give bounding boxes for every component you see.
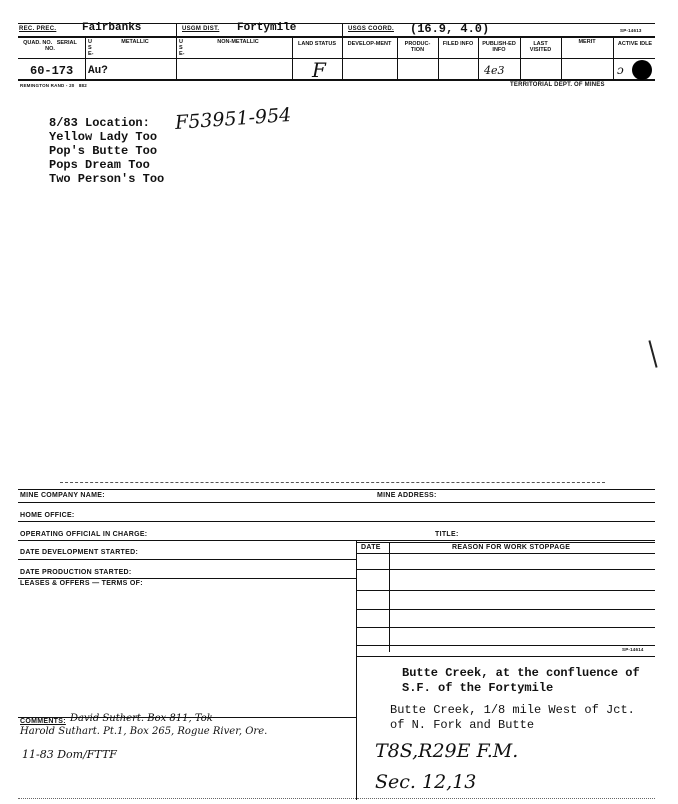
use-letters-metallic: U S E- (88, 39, 94, 57)
usgs-coord-label: USGS COORD. (348, 26, 394, 32)
quad-serial-header: QUAD. NO. SERIAL NO. (23, 40, 77, 52)
department-label: TERRITORIAL DEPT. OF MINES (510, 82, 605, 88)
location-desc-secondary: Butte Creek, 1/8 mile West of Jct. of N. Fork and Butte (390, 703, 635, 732)
claim-line: Pop's Butte Too (49, 144, 158, 158)
metallic-value: Au? (88, 65, 108, 77)
mine-address-label: MINE ADDRESS: (377, 492, 437, 499)
quad-serial-value: 60-173 (30, 64, 74, 78)
form-code-2: SP-14614 (622, 647, 644, 652)
usgs-dist-value: Fortymile (237, 22, 297, 34)
development-header: DEVELOP-MENT (347, 41, 392, 47)
merit-header: MERIT (578, 39, 596, 45)
claim-line: Pops Dream Too (49, 158, 150, 172)
leases-label: LEASES & OFFERS — TERMS OF: (20, 580, 143, 587)
mine-company-label: MINE COMPANY NAME: (20, 492, 105, 499)
metallic-header: METALLIC (121, 39, 149, 45)
usgs-dist-label: USGM DIST. (182, 26, 220, 32)
location-desc-primary: Butte Creek, at the confluence of S.F. of the Fortymile (402, 666, 640, 695)
home-office-label: HOME OFFICE: (20, 512, 75, 519)
active-status-dot (632, 60, 652, 80)
production-header: PRODUC-TION (404, 41, 431, 53)
printer-note: REMINGTON RAND - 20 882 (20, 83, 87, 88)
comments-label: COMMENTS: (20, 718, 66, 725)
usgs-coord-value: (16.9, 4.0) (410, 22, 490, 36)
published-info-header: PUBLISH-ED INFO (482, 41, 516, 53)
notes-block (49, 116, 164, 186)
filed-info-header: FILED INFO (442, 41, 474, 47)
claim-line: Two Person's Too (49, 172, 165, 186)
claim-line: Yellow Lady Too (49, 130, 158, 144)
land-status-header: LAND STATUS (298, 41, 336, 47)
title-label: TITLE: (435, 531, 459, 538)
rec-prec-label: REC. PREC. (19, 26, 57, 32)
date-development-label: DATE DEVELOPMENT STARTED: (20, 549, 139, 556)
reason-col-header: REASON FOR WORK STOPPAGE (452, 544, 571, 551)
location-label: 8/83 Location: (49, 116, 150, 130)
land-status-value: F (312, 58, 326, 82)
idle-mark: ɔ (617, 63, 624, 77)
comments-line-1: David Suthert. Box 811, Tok (70, 713, 213, 724)
township-range: T8S,R29E F.M. (375, 740, 519, 762)
last-visited-header: LAST VISITED (529, 41, 552, 53)
operating-official-label: OPERATING OFFICIAL IN CHARGE: (20, 531, 148, 538)
form-code: SP-14613 (620, 28, 642, 33)
section-numbers: Sec. 12,13 (375, 771, 477, 793)
non-metallic-header: NON-METALLIC (217, 39, 259, 45)
active-idle-header: ACTIVE IDLE (617, 41, 653, 47)
use-letters-nonmetallic: U S E- (179, 39, 185, 57)
scan-mark (648, 340, 657, 368)
comments-line-2: Harold Suthart. Pt.1, Box 265, Rogue River, Ore. (20, 726, 268, 737)
rec-prec-value: Fairbanks (82, 22, 142, 34)
location-code: F53951-954 (174, 103, 292, 135)
date-production-label: DATE PRODUCTION STARTED: (20, 569, 132, 576)
comments-line-3: 11-83 Dom/FTTF (22, 748, 117, 761)
date-col-header: DATE (361, 544, 381, 551)
published-info-value: 4e3 (484, 64, 505, 77)
